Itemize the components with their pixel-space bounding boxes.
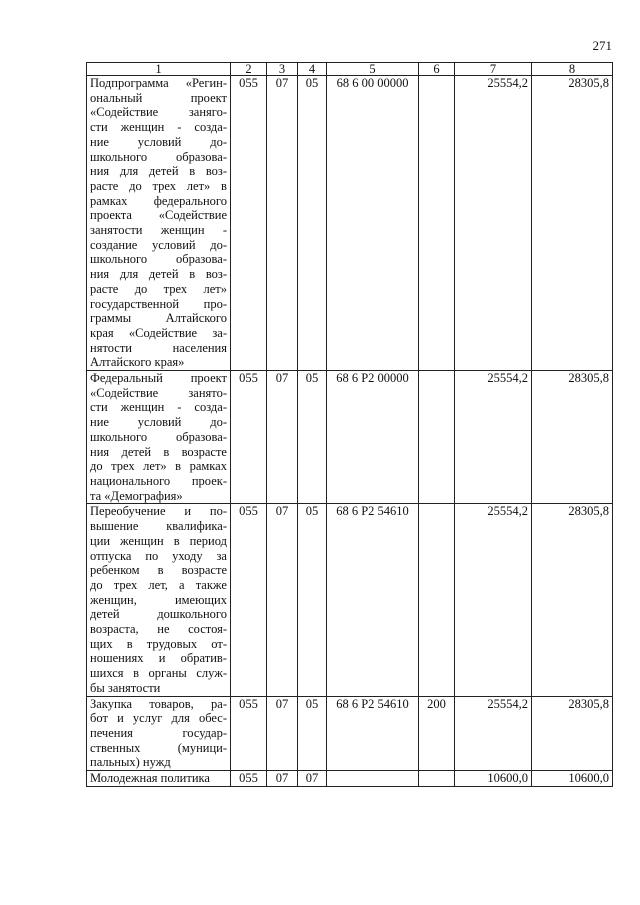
row-name-word: образова- bbox=[176, 429, 227, 444]
row-name-word: школьного bbox=[90, 252, 148, 267]
row-name-word: детей bbox=[121, 444, 152, 459]
row-name-word: трудовых bbox=[146, 636, 198, 651]
row-name-word: заняго- bbox=[188, 105, 227, 120]
row-name-word: до bbox=[134, 281, 148, 296]
row-name-word: женщин bbox=[120, 120, 165, 135]
row-name-word: ональный bbox=[90, 90, 143, 105]
row-name-word: созда- bbox=[194, 400, 227, 415]
row-name-word: лет» bbox=[203, 281, 227, 296]
row-name-word: период bbox=[189, 533, 227, 548]
row-name-word: в bbox=[189, 267, 196, 282]
row-name-line bbox=[90, 150, 227, 165]
row-name-line bbox=[90, 164, 227, 179]
row-name-line bbox=[90, 179, 227, 194]
section-code-cell: 055 bbox=[231, 76, 267, 371]
amount-cell: 28305,8 bbox=[532, 696, 613, 771]
row-name-line: Алтайского края» bbox=[90, 355, 185, 370]
row-name-line bbox=[90, 666, 227, 681]
row-name-word: Закупка bbox=[90, 696, 133, 711]
row-name-word: сти bbox=[90, 400, 108, 415]
row-name-word: щих bbox=[90, 636, 113, 651]
amount-cell: 10600,0 bbox=[532, 771, 613, 787]
section-code-cell: 055 bbox=[231, 771, 267, 787]
budget-table bbox=[86, 62, 613, 787]
column-header: 6 bbox=[419, 63, 455, 76]
row-name-word: государственной bbox=[90, 296, 180, 311]
row-name-line bbox=[90, 459, 227, 474]
row-name-word: сти bbox=[90, 120, 108, 135]
row-name-line: та «Демография» bbox=[90, 488, 183, 503]
row-name-word: по- bbox=[209, 504, 227, 519]
row-name-word: образова- bbox=[176, 149, 227, 164]
row-name-line bbox=[90, 194, 227, 209]
row-name-line bbox=[90, 267, 227, 282]
target-article-cell: 68 6 P2 54610 bbox=[327, 696, 419, 771]
row-name-word: «Регин- bbox=[185, 76, 227, 90]
expense-type-cell bbox=[419, 371, 455, 504]
row-name-word: возрасте bbox=[181, 563, 227, 578]
row-name-word: государ- bbox=[182, 725, 227, 740]
row-name-word: ние bbox=[90, 134, 109, 149]
row-name-line bbox=[90, 297, 227, 312]
row-name-word: в bbox=[133, 666, 139, 681]
row-name-word: печения bbox=[90, 725, 133, 740]
row-name-word: до bbox=[90, 459, 103, 474]
row-name-word: а bbox=[178, 577, 185, 592]
row-name-line bbox=[90, 311, 227, 326]
row-name-word: в bbox=[126, 636, 133, 651]
row-name-word: проекта bbox=[90, 208, 132, 223]
row-name-word: условий bbox=[137, 134, 182, 149]
row-name-word: женщин bbox=[120, 400, 165, 415]
row-name-line bbox=[90, 120, 227, 135]
row-name-cell bbox=[87, 771, 231, 787]
row-name-line bbox=[90, 578, 227, 593]
target-article-cell: 68 6 P2 00000 bbox=[327, 371, 419, 504]
row-name-line bbox=[90, 726, 227, 741]
amount-cell: 28305,8 bbox=[532, 371, 613, 504]
row-name-line bbox=[90, 711, 227, 726]
row-name-line bbox=[90, 563, 227, 578]
row-name-line bbox=[90, 105, 227, 120]
header-row bbox=[87, 63, 613, 76]
row-name-word: нятости bbox=[90, 340, 132, 355]
row-name-word: женщин, bbox=[90, 592, 137, 607]
section-code-cell: 055 bbox=[231, 696, 267, 771]
row-name-cell bbox=[87, 76, 231, 371]
row-name-word: в bbox=[221, 178, 227, 193]
expense-type-cell bbox=[419, 771, 455, 787]
subchapter-code-cell: 05 bbox=[298, 371, 327, 504]
row-name-word: в bbox=[157, 563, 164, 578]
row-name-word: уходу bbox=[172, 548, 203, 563]
row-name-line bbox=[90, 252, 227, 267]
row-name-word: ния bbox=[90, 267, 110, 282]
row-name-word: вышение bbox=[90, 519, 139, 534]
row-name-line bbox=[90, 474, 227, 489]
column-header: 8 bbox=[532, 63, 613, 76]
row-name-word: служ- bbox=[196, 666, 227, 681]
row-name-word: создание bbox=[90, 237, 138, 252]
row-name-line bbox=[90, 341, 227, 356]
row-name-word: женщин bbox=[160, 223, 205, 238]
row-name-word: не bbox=[157, 622, 170, 637]
row-name-word: рамках bbox=[90, 193, 128, 208]
row-name-word: занятости bbox=[90, 223, 143, 238]
row-name-line bbox=[90, 238, 227, 253]
row-name-word: «Содействие bbox=[90, 385, 159, 400]
row-name-line bbox=[90, 282, 227, 297]
column-header: 3 bbox=[267, 63, 298, 76]
row-name-word: детей bbox=[90, 607, 120, 622]
table-body bbox=[87, 76, 613, 787]
row-name-word: в bbox=[173, 533, 180, 548]
row-name-line bbox=[90, 400, 227, 415]
row-name-word: отпуска bbox=[90, 548, 132, 563]
row-name-word: проек- bbox=[191, 473, 227, 488]
column-header: 5 bbox=[327, 63, 419, 76]
row-name-line bbox=[90, 386, 227, 401]
amount-cell: 25554,2 bbox=[455, 696, 532, 771]
row-name-line bbox=[90, 504, 227, 519]
row-name-word: также bbox=[195, 577, 227, 592]
row-name-word: шихся bbox=[90, 666, 124, 681]
expense-type-cell bbox=[419, 76, 455, 371]
row-name-word: за bbox=[216, 548, 227, 563]
row-name-word: ции bbox=[90, 533, 111, 548]
row-name-word: «Содействие bbox=[158, 208, 227, 223]
chapter-code-cell: 07 bbox=[267, 371, 298, 504]
row-name-line bbox=[90, 371, 227, 386]
amount-cell: 25554,2 bbox=[455, 76, 532, 371]
row-name-word: лет» bbox=[186, 178, 211, 193]
section-code-cell: 055 bbox=[231, 504, 267, 696]
row-name-word: трех bbox=[163, 281, 188, 296]
row-name-word: для bbox=[171, 711, 190, 726]
row-name-word: детей bbox=[148, 267, 179, 282]
row-name-word: школьного bbox=[90, 429, 148, 444]
row-name-line bbox=[90, 637, 227, 652]
row-name-word: лет, bbox=[148, 577, 168, 592]
row-name-line bbox=[90, 607, 227, 622]
row-name-word: воз- bbox=[205, 164, 227, 179]
row-name-line bbox=[90, 223, 227, 238]
row-name-word: органы bbox=[148, 666, 187, 681]
row-name-word: обратив- bbox=[180, 651, 227, 666]
row-name-word: женщин bbox=[120, 533, 164, 548]
row-name-word: возраста, bbox=[90, 622, 139, 637]
row-name-line bbox=[90, 326, 227, 341]
row-name-word: воз- bbox=[205, 267, 227, 282]
row-name-word: рамках bbox=[189, 459, 227, 474]
target-article-cell bbox=[327, 771, 419, 787]
row-name-word: в bbox=[163, 444, 170, 459]
row-name-word: за- bbox=[212, 325, 227, 340]
target-article-cell: 68 6 00 00000 bbox=[327, 76, 419, 371]
row-name-word: образова- bbox=[176, 252, 227, 267]
row-name-word: лет» bbox=[143, 459, 167, 474]
row-name-word: - bbox=[177, 120, 182, 135]
row-name-word: до- bbox=[210, 415, 227, 430]
row-name-word: трех bbox=[111, 459, 135, 474]
row-name-word: ния bbox=[90, 164, 110, 179]
row-name-word: «Содействие bbox=[90, 105, 159, 120]
row-name-word: «Содействие bbox=[128, 325, 198, 340]
row-name-word: детей bbox=[148, 164, 179, 179]
row-name-word: населения bbox=[172, 340, 227, 355]
row-name-word: Федеральный bbox=[90, 371, 163, 386]
row-name-word: для bbox=[119, 164, 139, 179]
row-name-word: до bbox=[90, 577, 103, 592]
row-name-word: товаров, bbox=[149, 696, 194, 711]
row-name-cell bbox=[87, 696, 231, 771]
row-name-word: ния bbox=[90, 444, 110, 459]
row-name-word: до- bbox=[210, 134, 227, 149]
row-name-word: федерального bbox=[153, 193, 227, 208]
row-name-word: трех bbox=[152, 178, 177, 193]
row-name-word: граммы bbox=[90, 311, 132, 326]
row-name-line: пальных) нужд bbox=[90, 755, 171, 770]
row-name-word: до- bbox=[210, 237, 227, 252]
table-row bbox=[87, 504, 613, 696]
table-row bbox=[87, 371, 613, 504]
row-name-word: ребенком bbox=[90, 563, 140, 578]
row-name-line bbox=[90, 741, 227, 756]
target-article-cell: 68 6 P2 54610 bbox=[327, 504, 419, 696]
row-name-line: бы занятости bbox=[90, 680, 161, 695]
row-name-cell bbox=[87, 504, 231, 696]
column-header: 4 bbox=[298, 63, 327, 76]
subchapter-code-cell: 05 bbox=[298, 76, 327, 371]
row-name-word: Переобучение bbox=[90, 504, 166, 519]
expense-type-cell bbox=[419, 504, 455, 696]
row-name-line bbox=[90, 549, 227, 564]
row-name-line bbox=[90, 208, 227, 223]
row-name-word: и bbox=[158, 651, 166, 666]
row-name-word: до bbox=[129, 178, 142, 193]
row-name-line bbox=[90, 534, 227, 549]
row-name-word: для bbox=[119, 267, 139, 282]
chapter-code-cell: 07 bbox=[267, 696, 298, 771]
row-name-word: - bbox=[177, 400, 182, 415]
amount-cell: 25554,2 bbox=[455, 504, 532, 696]
row-name-word: проект bbox=[190, 90, 227, 105]
row-name-word: про- bbox=[203, 296, 227, 311]
amount-cell: 25554,2 bbox=[455, 371, 532, 504]
row-name-word: проект bbox=[190, 371, 227, 386]
row-name-word: обес- bbox=[198, 711, 227, 726]
row-name-word: ние bbox=[90, 415, 109, 430]
row-name-word: - bbox=[222, 223, 227, 238]
row-name-word: края bbox=[90, 325, 114, 340]
row-name-word: трех bbox=[113, 577, 138, 592]
column-header: 2 bbox=[231, 63, 267, 76]
row-name-line bbox=[90, 91, 227, 106]
row-name-word: Подпрограмма bbox=[90, 76, 169, 90]
row-name-word: (муници- bbox=[177, 740, 227, 755]
table-row bbox=[87, 771, 613, 787]
column-header: 1 bbox=[87, 63, 231, 76]
row-name-line bbox=[90, 651, 227, 666]
row-name-word: дошкольного bbox=[157, 607, 227, 622]
row-name-word: ственных bbox=[90, 740, 141, 755]
row-name-word: условий bbox=[137, 415, 182, 430]
subchapter-code-cell: 05 bbox=[298, 504, 327, 696]
row-name-word: расте bbox=[90, 178, 119, 193]
subchapter-code-cell: 05 bbox=[298, 696, 327, 771]
row-name-line bbox=[90, 445, 227, 460]
row-name-line bbox=[90, 519, 227, 534]
chapter-code-cell: 07 bbox=[267, 771, 298, 787]
subchapter-code-cell: 07 bbox=[298, 771, 327, 787]
column-header: 7 bbox=[455, 63, 532, 76]
row-name-line bbox=[90, 415, 227, 430]
row-name-word: и bbox=[117, 711, 124, 726]
row-name-word: ра- bbox=[211, 696, 227, 711]
row-name-word: ношениях bbox=[90, 651, 144, 666]
row-name-word: состоя- bbox=[188, 622, 227, 637]
row-name-word: и bbox=[184, 504, 192, 519]
row-name-cell bbox=[87, 371, 231, 504]
row-name-line bbox=[90, 622, 227, 637]
row-name-word: имеющих bbox=[174, 592, 227, 607]
row-name-word: в bbox=[175, 459, 182, 474]
row-name-word: возрасте bbox=[181, 444, 227, 459]
chapter-code-cell: 07 bbox=[267, 504, 298, 696]
section-code-cell: 055 bbox=[231, 371, 267, 504]
expense-type-cell: 200 bbox=[419, 696, 455, 771]
row-name-word: национального bbox=[90, 473, 171, 488]
amount-cell: 28305,8 bbox=[532, 504, 613, 696]
row-name-line bbox=[90, 135, 227, 150]
row-name-line: Молодежная политика bbox=[90, 771, 210, 786]
row-name-line bbox=[90, 76, 227, 91]
row-name-word: школьного bbox=[90, 149, 148, 164]
row-name-word: созда- bbox=[194, 120, 227, 135]
row-name-word: занято- bbox=[188, 385, 227, 400]
row-name-word: условий bbox=[152, 237, 196, 252]
row-name-word: по bbox=[145, 548, 159, 563]
row-name-word: расте bbox=[90, 281, 119, 296]
table-row bbox=[87, 696, 613, 771]
row-name-word: в bbox=[189, 164, 196, 179]
row-name-line bbox=[90, 697, 227, 712]
row-name-word: квалифика- bbox=[166, 519, 227, 534]
row-name-word: услуг bbox=[132, 711, 163, 726]
row-name-word: Алтайского bbox=[165, 311, 227, 326]
amount-cell: 28305,8 bbox=[532, 76, 613, 371]
chapter-code-cell: 07 bbox=[267, 76, 298, 371]
table-row bbox=[87, 76, 613, 371]
row-name-word: бот bbox=[90, 711, 108, 726]
row-name-line bbox=[90, 593, 227, 608]
row-name-word: от- bbox=[211, 636, 227, 651]
page-number: 271 bbox=[592, 38, 612, 53]
amount-cell: 10600,0 bbox=[455, 771, 532, 787]
row-name-line bbox=[90, 430, 227, 445]
